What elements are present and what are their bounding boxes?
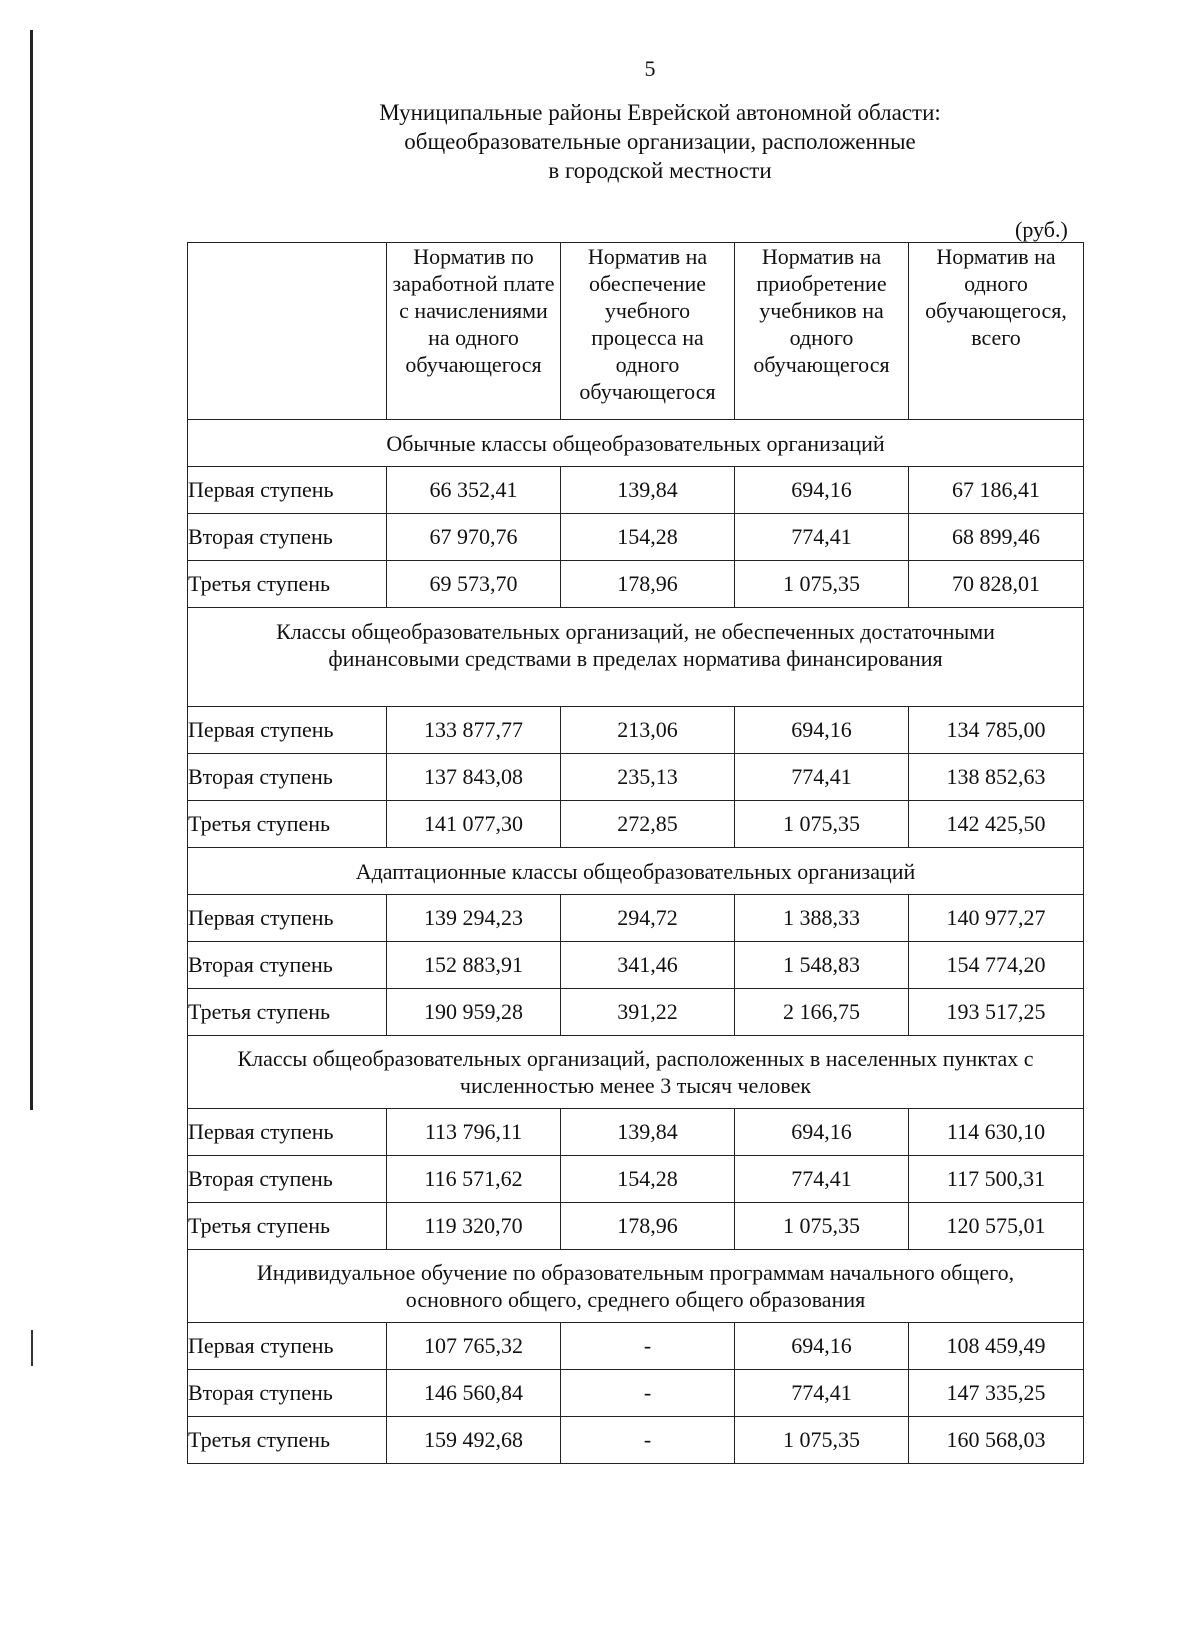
section-title: Индивидуальное обучение по образовательным программам начального общего, основного общего, среднего общего образования (188, 1250, 1084, 1323)
section-row (188, 420, 1084, 467)
value-cell: 147 335,25 (909, 1370, 1084, 1417)
row-label: Вторая ступень (188, 1156, 387, 1203)
section-row (188, 1036, 1084, 1109)
table-row (188, 989, 1084, 1036)
value-cell: 190 959,28 (387, 989, 561, 1036)
value-cell: - (561, 1323, 735, 1370)
section-title: Классы общеобразовательных организаций, расположенных в населенных пунктах с численностью менее 3 тысяч человек (188, 1036, 1084, 1109)
section-title: Классы общеобразовательных организаций, не обеспеченных достаточными финансовыми средствами в пределах норматива финансирования (188, 608, 1084, 707)
value-cell: 154,28 (561, 514, 735, 561)
row-label: Первая ступень (188, 1109, 387, 1156)
section-row (188, 1250, 1084, 1323)
table-header-row (188, 243, 1084, 420)
value-cell: 1 388,33 (735, 895, 909, 942)
value-cell: 139 294,23 (387, 895, 561, 942)
value-cell: 117 500,31 (909, 1156, 1084, 1203)
value-cell: 141 077,30 (387, 801, 561, 848)
row-label: Первая ступень (188, 467, 387, 514)
table-row (188, 1203, 1084, 1250)
value-cell: 178,96 (561, 1203, 735, 1250)
page-number: 5 (644, 56, 656, 81)
column-header: Норматив по заработной плате с начислениями на одного обучающегося (387, 243, 561, 420)
column-header: Норматив на одного обучающегося, всего (909, 243, 1084, 420)
value-cell: 1 075,35 (735, 561, 909, 608)
section-row (188, 848, 1084, 895)
value-cell: 213,06 (561, 707, 735, 754)
value-cell: 178,96 (561, 561, 735, 608)
row-label: Вторая ступень (188, 754, 387, 801)
value-cell: 341,46 (561, 942, 735, 989)
value-cell: 119 320,70 (387, 1203, 561, 1250)
table-row (188, 707, 1084, 754)
row-label: Первая ступень (188, 1323, 387, 1370)
table-row (188, 1370, 1084, 1417)
value-cell: 66 352,41 (387, 467, 561, 514)
value-cell: 70 828,01 (909, 561, 1084, 608)
value-cell: 154,28 (561, 1156, 735, 1203)
value-cell: 133 877,77 (387, 707, 561, 754)
scan-edge-mark (31, 1330, 33, 1366)
value-cell: - (561, 1417, 735, 1464)
value-cell: 2 166,75 (735, 989, 909, 1036)
value-cell: 193 517,25 (909, 989, 1084, 1036)
value-cell: 1 075,35 (735, 1417, 909, 1464)
value-cell: 235,13 (561, 754, 735, 801)
table-row (188, 467, 1084, 514)
value-cell: 140 977,27 (909, 895, 1084, 942)
value-cell: 154 774,20 (909, 942, 1084, 989)
unit-label: (руб.) (1015, 217, 1068, 242)
row-label: Первая ступень (188, 895, 387, 942)
value-cell: 694,16 (735, 1109, 909, 1156)
value-cell: 138 852,63 (909, 754, 1084, 801)
row-label: Третья ступень (188, 1203, 387, 1250)
table-row (188, 942, 1084, 989)
value-cell: 67 970,76 (387, 514, 561, 561)
value-cell: 1 548,83 (735, 942, 909, 989)
value-cell: 774,41 (735, 754, 909, 801)
value-cell: 694,16 (735, 467, 909, 514)
value-cell: 694,16 (735, 707, 909, 754)
value-cell: 1 075,35 (735, 801, 909, 848)
table-row (188, 561, 1084, 608)
value-cell: 774,41 (735, 514, 909, 561)
table-row (188, 801, 1084, 848)
page-title (310, 98, 1010, 185)
table-row (188, 754, 1084, 801)
value-cell: 139,84 (561, 1109, 735, 1156)
value-cell: 113 796,11 (387, 1109, 561, 1156)
value-cell: 694,16 (735, 1323, 909, 1370)
value-cell: 774,41 (735, 1156, 909, 1203)
row-label: Вторая ступень (188, 1370, 387, 1417)
row-label: Третья ступень (188, 1417, 387, 1464)
table-row (188, 1156, 1084, 1203)
value-cell: 120 575,01 (909, 1203, 1084, 1250)
column-header: Норматив на обеспечение учебного процесса на одного обучающегося (561, 243, 735, 420)
value-cell: 107 765,32 (387, 1323, 561, 1370)
row-label: Вторая ступень (188, 942, 387, 989)
table-row (188, 514, 1084, 561)
value-cell: 116 571,62 (387, 1156, 561, 1203)
section-title: Адаптационные классы общеобразовательных организаций (188, 848, 1084, 895)
value-cell: 1 075,35 (735, 1203, 909, 1250)
value-cell: 68 899,46 (909, 514, 1084, 561)
table-row (188, 1323, 1084, 1370)
value-cell: 139,84 (561, 467, 735, 514)
value-cell: 108 459,49 (909, 1323, 1084, 1370)
value-cell: 294,72 (561, 895, 735, 942)
value-cell: 137 843,08 (387, 754, 561, 801)
value-cell: 272,85 (561, 801, 735, 848)
value-cell: - (561, 1370, 735, 1417)
value-cell: 69 573,70 (387, 561, 561, 608)
value-cell: 134 785,00 (909, 707, 1084, 754)
row-label: Третья ступень (188, 989, 387, 1036)
title-line: Муниципальные районы Еврейской автономной области: (379, 100, 941, 125)
row-label: Вторая ступень (188, 514, 387, 561)
value-cell: 142 425,50 (909, 801, 1084, 848)
header-empty-cell (188, 243, 387, 420)
title-line: в городской местности (548, 158, 772, 183)
section-title: Обычные классы общеобразовательных организаций (188, 420, 1084, 467)
value-cell: 391,22 (561, 989, 735, 1036)
row-label: Третья ступень (188, 561, 387, 608)
value-cell: 159 492,68 (387, 1417, 561, 1464)
scan-edge-mark (30, 30, 33, 1110)
value-cell: 774,41 (735, 1370, 909, 1417)
value-cell: 146 560,84 (387, 1370, 561, 1417)
norms-table (187, 242, 1084, 1464)
section-row (188, 608, 1084, 707)
value-cell: 67 186,41 (909, 467, 1084, 514)
value-cell: 114 630,10 (909, 1109, 1084, 1156)
table-row (188, 1417, 1084, 1464)
row-label: Третья ступень (188, 801, 387, 848)
table-row (188, 1109, 1084, 1156)
value-cell: 160 568,03 (909, 1417, 1084, 1464)
column-header: Норматив на приобретение учебников на одного обучающегося (735, 243, 909, 420)
title-line: общеобразовательные организации, расположенные (404, 129, 916, 154)
row-label: Первая ступень (188, 707, 387, 754)
table-row (188, 895, 1084, 942)
value-cell: 152 883,91 (387, 942, 561, 989)
